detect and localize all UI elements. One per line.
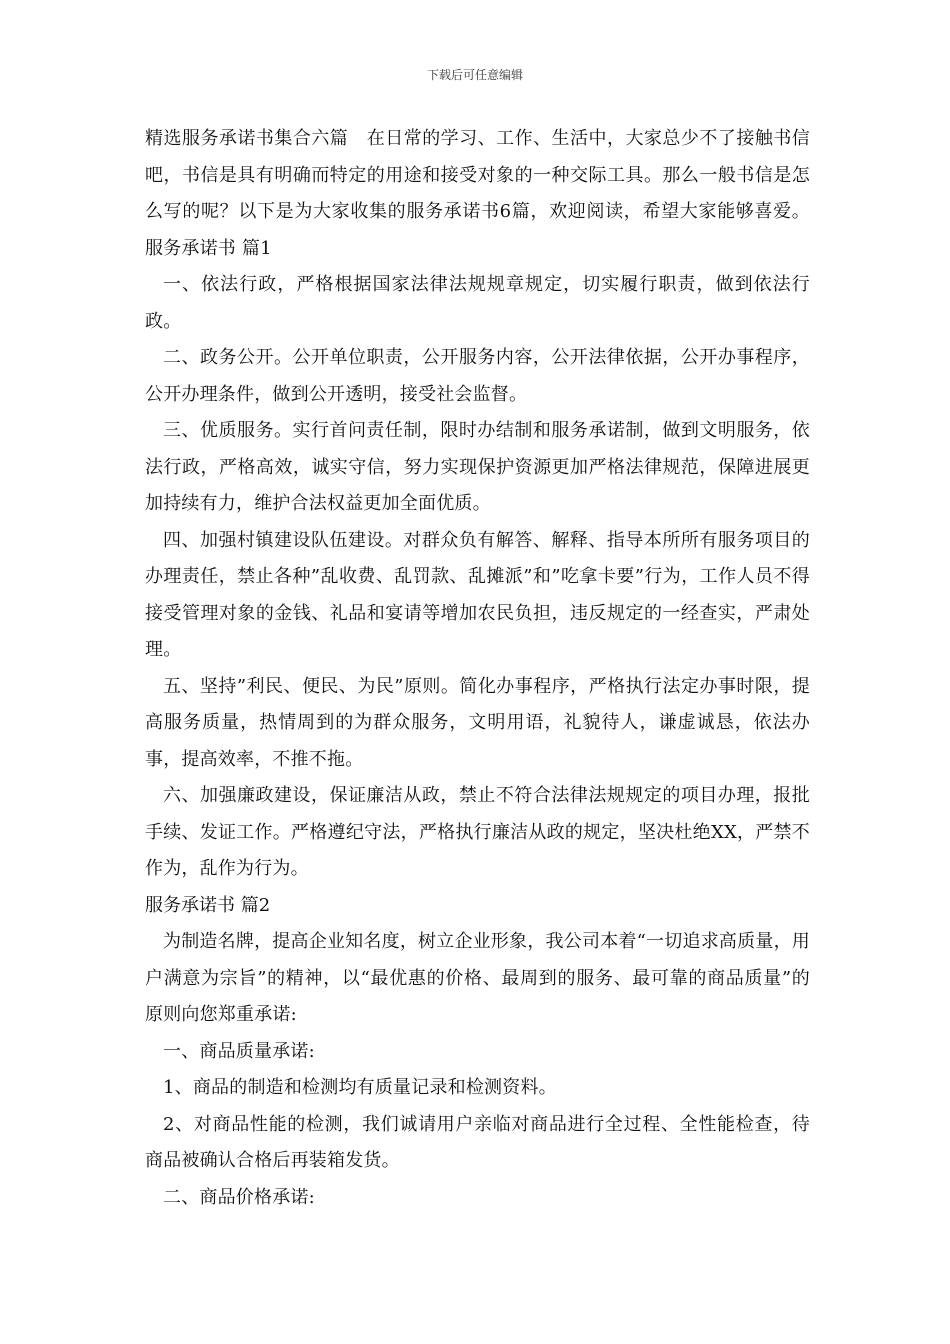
- document-body: [145, 121, 810, 1216]
- page-header: 下载后可任意编辑: [426, 68, 523, 82]
- section1-item: 一、依法行政，严格根据国家法律法规规章规定，切实履行职责，做到依法行政。: [145, 274, 810, 332]
- section1-item: 三、优质服务。实行首问责任制，限时办结制和服务承诺制，做到文明服务，依法行政，严格高效，诚实守信，努力实现保护资源更加严格法律规范，保障进展更加持续有力，维护合法权益更加全面优质。: [145, 420, 810, 514]
- section1-item: 二、政务公开。公开单位职责，公开服务内容，公开法律依据，公开办事程序，公开办理条件，做到公开透明，接受社会监督。: [145, 347, 810, 405]
- price-title: 二、商品价格承诺:: [163, 1186, 315, 1208]
- quality-item: 2、对商品性能的检测，我们诚请用户亲临对商品进行全过程、全性能检查，待商品被确认合格后再装箱发货。: [145, 1113, 810, 1171]
- intro-paragraph: 精选服务承诺书集合六篇 在日常的学习、工作、生活中，大家总少不了接触书信吧，书信是具有明确而特定的用途和接受对象的一种交际工具。那么一般书信是怎么写的呢？以下是为大家收集的服务承诺书6篇，欢迎阅读，希望大家能够喜爱。服务承诺书 篇1: [145, 128, 810, 259]
- section2-title: 服务承诺书 篇2: [145, 894, 271, 916]
- quality-title: 一、商品质量承诺:: [163, 1040, 315, 1062]
- section1-item: 四、加强村镇建设队伍建设。对群众负有解答、解释、指导本所所有服务项目的办理责任，禁止各种”乱收费、乱罚款、乱摊派”和”吃拿卡要”行为，工作人员不得接受管理对象的金钱、礼品和宴请等增加农民负担，违反规定的一经查实，严肃处理。: [145, 529, 810, 660]
- section1-item: 六、加强廉政建设，保证廉洁从政，禁止不符合法律法规规定的项目办理，报批手续、发证工作。严格遵纪守法，严格执行廉洁从政的规定，坚决杜绝XX，严禁不作为，乱作为行为。: [145, 785, 810, 879]
- section2-intro: 为制造名牌，提高企业知名度，树立企业形象，我公司本着“一切追求高质量，用户满意为宗旨”的精神，以“最优惠的价格、最周到的服务、最可靠的商品质量”的原则向您郑重承诺:: [145, 931, 810, 1025]
- quality-item: 1、商品的制造和检测均有质量记录和检测资料。: [163, 1077, 557, 1098]
- section1-item: 五、坚持”利民、便民、为民”原则。简化办事程序，严格执行法定办事时限，提高服务质量，热情周到的为群众服务，文明用语，礼貌待人，谦虚诚恳，依法办事，提高效率，不推不拖。: [145, 675, 810, 770]
